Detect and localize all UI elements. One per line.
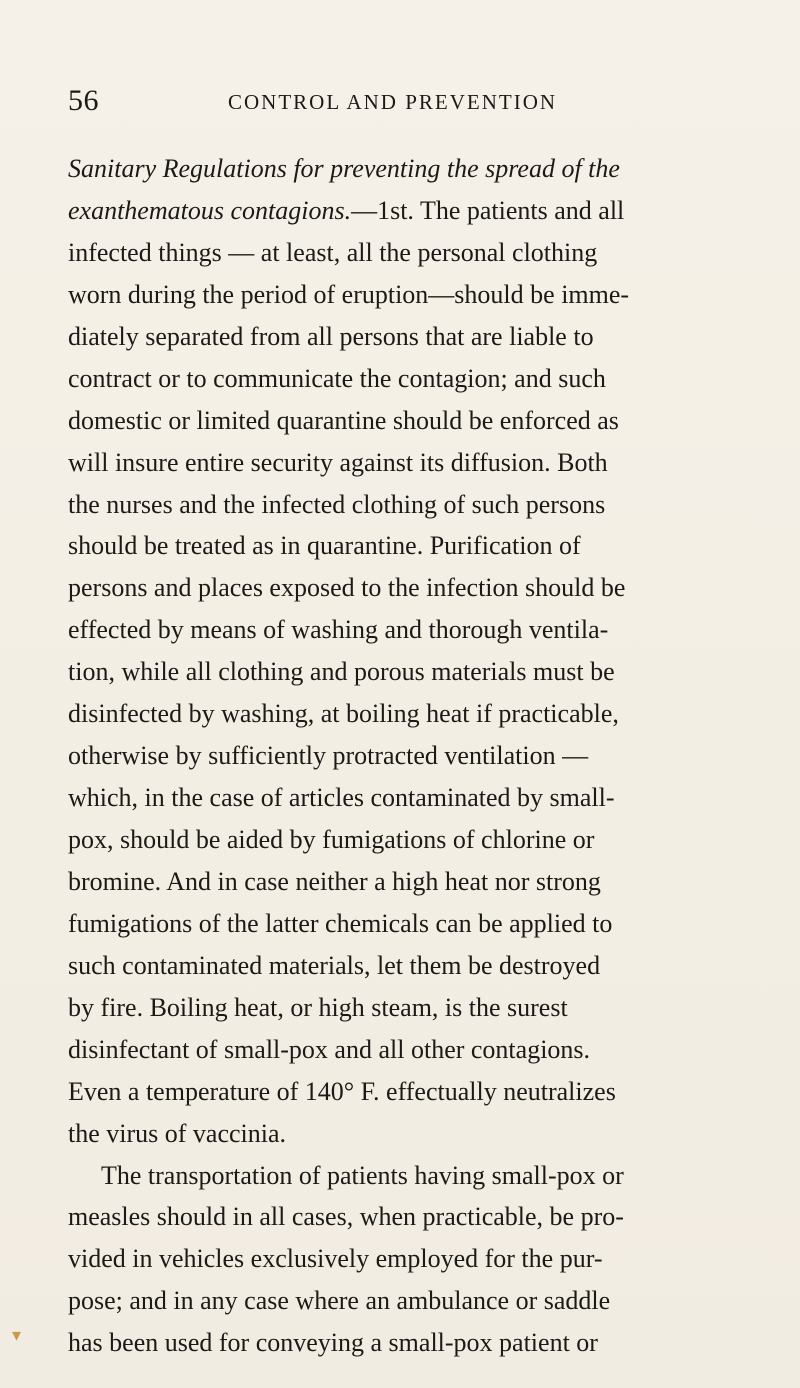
page-header [68,84,738,124]
text-run: by fire. Boiling heat, or high steam, is the surest [68,992,568,1022]
text-run: diately separated from all persons that are liable to [68,321,594,351]
text-run: effected by means of washing and thorough ventila- [68,615,609,645]
italic-run: Sanitary Regulations for preventing the spread of the [68,154,620,183]
text-run: fumigations of the latter chemicals can be applied to [68,908,613,938]
text-run: worn during the period of eruption—should be imme- [68,279,630,309]
text-line [68,1196,738,1238]
text-run: such contaminated materials, let them be destroyed [68,950,601,980]
text-line [68,567,738,609]
italic-run: exanthematous contagions. [68,195,352,225]
text-run: —1st. The patients and all [351,195,625,225]
body-text [68,148,738,1364]
text-run: Even a temperature of 140° F. effectually neutralizes [68,1076,616,1106]
text-run: has been used for conveying a small-pox patient or [68,1328,598,1358]
text-run: should be treated as in quarantine. Purification of [68,531,581,561]
text-line [68,1280,738,1322]
text-line [68,1238,738,1280]
text-run: pose; and in any case where an ambulance or saddle [68,1286,611,1316]
text-run: tion, while all clothing and porous materials must be [68,657,615,687]
running-head: CONTROL AND PREVENTION [228,90,558,114]
text-line [68,484,738,526]
text-line [68,190,738,232]
text-run: vided in vehicles exclusively employed for the pur- [68,1244,603,1274]
text-line [68,525,738,567]
text-run: persons and places exposed to the infection should be [68,573,626,603]
text-run: will insure entire security against its diffusion. Both [68,447,608,477]
text-line [68,442,738,484]
text-run: which, in the case of articles contaminated by small- [68,783,615,813]
text-run: domestic or limited quarantine should be enforced as [68,405,619,435]
text-run: bromine. And in case neither a high heat nor strong [68,866,601,896]
text-run: measles should in all cases, when practicable, be pro- [68,1202,624,1232]
text-run: contract or to communicate the contagion; and such [68,363,606,393]
text-line [68,693,738,735]
text-line [68,1071,738,1113]
text-line [68,274,738,316]
text-line [68,232,738,274]
text-line [68,651,738,693]
text-run: The transportation of patients having small-pox or [101,1160,624,1190]
text-line [68,400,738,442]
text-line [68,777,738,819]
text-line [68,1029,738,1071]
text-line [68,945,738,987]
text-line [68,861,738,903]
text-line [68,735,738,777]
text-run: otherwise by sufficiently protracted ventilation — [68,741,589,771]
text-line [68,316,738,358]
text-line [68,903,738,945]
text-line [68,609,738,651]
text-run: the nurses and the infected clothing of such persons [68,489,606,519]
text-line [68,1322,738,1364]
text-line [68,987,738,1029]
text-run: disinfectant of small-pox and all other contagions. [68,1034,591,1064]
text-line [68,819,738,861]
page-corner-mark: ▾ [12,1325,22,1345]
page-number: 56 [68,84,99,117]
text-run: infected things — at least, all the personal clothing [68,237,598,267]
text-run: pox, should be aided by fumigations of chlorine or [68,825,595,854]
text-line [68,148,738,190]
text-line [68,1113,738,1155]
text-line [68,358,738,400]
text-run: disinfected by washing, at boiling heat if practicable, [68,699,619,729]
text-line [68,1155,738,1197]
text-run: the virus of vaccinia. [68,1118,287,1148]
